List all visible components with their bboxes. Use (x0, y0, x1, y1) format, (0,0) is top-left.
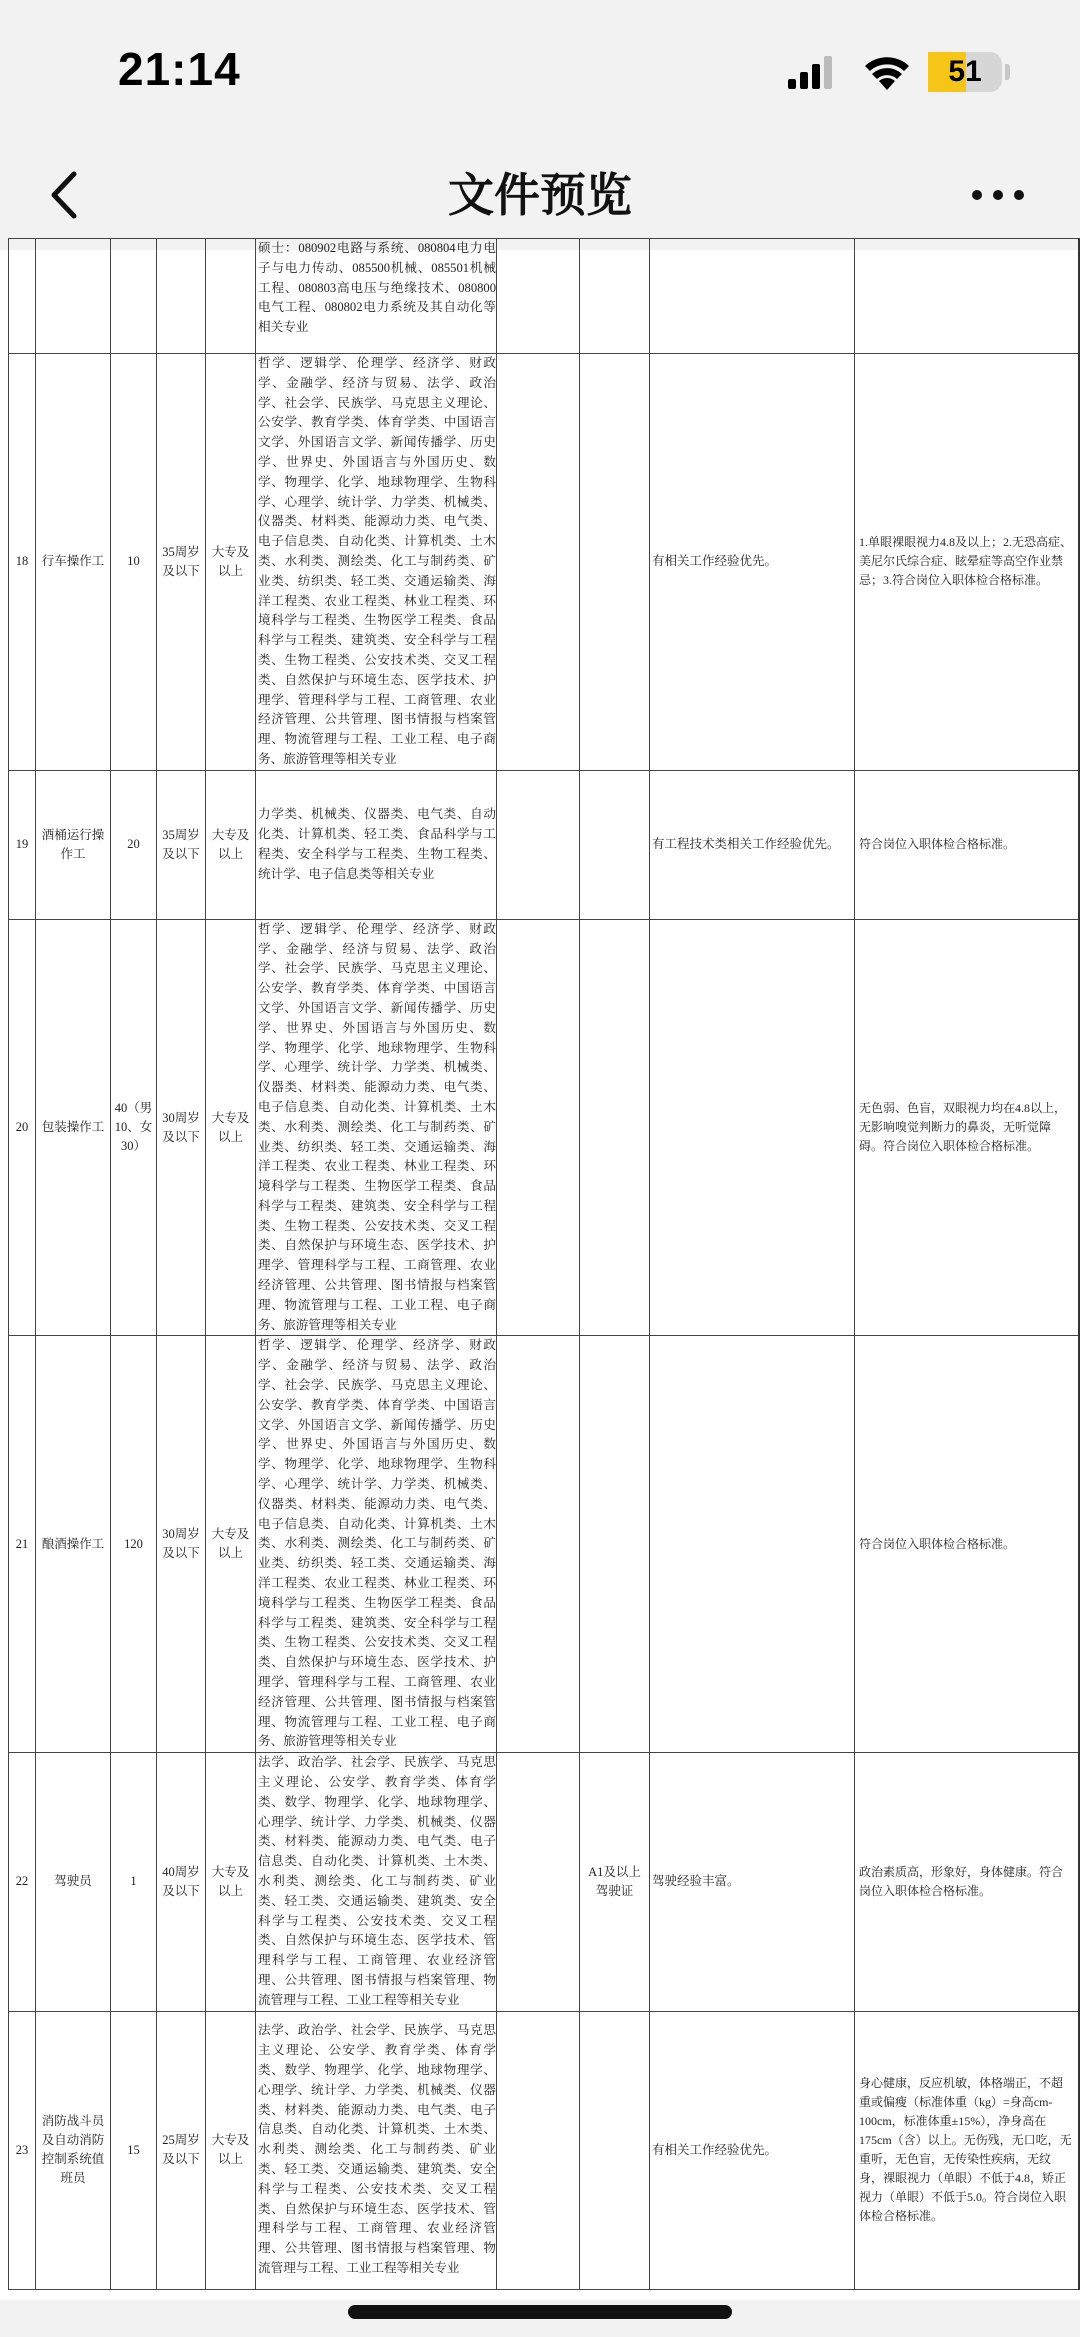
row-number: 20 (9, 919, 36, 1336)
count-cell: 15 (111, 2011, 157, 2289)
license-cell (580, 2011, 650, 2289)
major-cell: 力学类、机械类、仪器类、电气类、自动化类、计算机类、轻工类、食品科学与工程类、安全科学与工程类、生物工程类、统计学、电子信息类等相关专业 (256, 770, 497, 919)
battery-level: 51 (948, 55, 982, 88)
empty-cell (497, 1753, 580, 2011)
experience-cell (650, 1336, 855, 1753)
education-cell: 大专及以上 (206, 770, 256, 919)
note-cell: 符合岗位入职体检合格标准。 (855, 770, 1079, 919)
major-cell: 哲学、逻辑学、伦理学、经济学、财政学、金融学、经济与贸易、法学、政治学、社会学、民族学、马克思主义理论、公安学、教育学类、体育学类、中国语言文学、外国语言文学、新闻传播学、历史学、世界史、外国语言与外国历史、数学、物理学、化学、地球物理学、生物科学、心理学、统计学、力学类、机械类、仪器类、材料类、能源动力类、电气类、电子信息类、自动化类、计算机类、土木类、水利类、测绘类、化工与制药类、矿业类、纺织类、轻工类、交通运输类、海洋工程类、农业工程类、林业工程类、环境科学与工程类、生物医学工程类、食品科学与工程类、建筑类、安全科学与工程类、生物工程类、公安技术类、交叉工程类、自然保护与环境生态、医学技术、护理学、管理科学与工程、工商管理、农业经济管理、公共管理、图书情报与档案管理、物流管理与工程、工业工程、电子商务、旅游管理等相关专业 (256, 354, 497, 771)
note-cell: 身心健康，反应机敏，体格端正，不超重或偏瘦（标准体重（kg）=身高cm-100cm，标准体重±15%），净身高在175cm（含）以上。无伤残，无口吃，无重听，无色盲，无传染性疾病，无纹身，裸眼视力（单眼）不低于4.8，矫正视力（单眼）不低于5.0。符合岗位入职体检合格标准。 (855, 2011, 1079, 2289)
experience-cell: 有工程技术类相关工作经验优先。 (650, 770, 855, 919)
table-row (9, 2011, 1079, 2289)
row-number: 21 (9, 1336, 36, 1753)
license-cell (580, 354, 650, 771)
education-cell: 大专及以上 (206, 1753, 256, 2011)
count-cell: 40（男10、女30） (111, 919, 157, 1336)
education-cell: 大专及以上 (206, 1336, 256, 1753)
table-row (9, 1753, 1079, 2011)
count-cell: 120 (111, 1336, 157, 1753)
license-cell (580, 770, 650, 919)
table-row (9, 354, 1079, 771)
major-cell: 哲学、逻辑学、伦理学、经济学、财政学、金融学、经济与贸易、法学、政治学、社会学、民族学、马克思主义理论、公安学、教育学类、体育学类、中国语言文学、外国语言文学、新闻传播学、历史学、世界史、外国语言与外国历史、数学、物理学、化学、地球物理学、生物科学、心理学、统计学、力学类、机械类、仪器类、材料类、能源动力类、电气类、电子信息类、自动化类、计算机类、土木类、水利类、测绘类、化工与制药类、矿业类、纺织类、轻工类、交通运输类、海洋工程类、农业工程类、林业工程类、环境科学与工程类、生物医学工程类、食品科学与工程类、建筑类、安全科学与工程类、生物工程类、公安技术类、交叉工程类、自然保护与环境生态、医学技术、护理学、管理科学与工程、工商管理、农业经济管理、公共管理、图书情报与档案管理、物流管理与工程、工业工程、电子商务、旅游管理等相关专业 (256, 919, 497, 1336)
battery-cap (1005, 64, 1010, 80)
row-number: 19 (9, 770, 36, 919)
row-number: 22 (9, 1753, 36, 2011)
count-cell: 1 (111, 1753, 157, 2011)
empty-cell (497, 919, 580, 1336)
position-cell: 包装操作工 (36, 919, 111, 1336)
position-cell: 驾驶员 (36, 1753, 111, 2011)
position-cell: 酿酒操作工 (36, 1336, 111, 1753)
experience-cell: 有相关工作经验优先。 (650, 2011, 855, 2289)
experience-cell: 有相关工作经验优先。 (650, 354, 855, 771)
license-cell: A1及以上驾驶证 (580, 1753, 650, 2011)
major-cell: 法学、政治学、社会学、民族学、马克思主义理论、公安学、教育学类、体育学类、数学、物理学、化学、地球物理学、心理学、统计学、力学类、机械类、仪器类、材料类、能源动力类、电气类、电子信息类、自动化类、计算机类、土木类、水利类、测绘类、化工与制药类、矿业类、轻工类、交通运输类、建筑类、安全科学与工程类、公安技术类、交叉工程类、自然保护与环境生态、医学技术、管理科学与工程、工商管理、农业经济管理、公共管理、图书情报与档案管理、物流管理与工程、工业工程等相关专业 (256, 2011, 497, 2289)
position-cell: 行车操作工 (36, 354, 111, 771)
age-cell: 35周岁及以下 (157, 770, 206, 919)
more-horizontal-icon[interactable] (968, 172, 1028, 218)
job-table (8, 238, 1080, 2290)
chevron-left-icon[interactable] (40, 160, 100, 230)
table-row (9, 919, 1079, 1336)
age-cell: 40周岁及以下 (157, 1753, 206, 2011)
page-title: 文件预览 (448, 169, 632, 221)
education-cell: 大专及以上 (206, 919, 256, 1336)
cellular-signal-icon (786, 55, 834, 91)
major-cell: 硕士：080902电路与系统、080804电力电子与电力传动、085500机械、085501机械工程、080803高电压与绝缘技术、080800电气工程、080802电力系统及其自动化等相关专业 (256, 239, 497, 354)
age-cell: 30周岁及以下 (157, 919, 206, 1336)
empty-cell (497, 354, 580, 771)
count-cell: 20 (111, 770, 157, 919)
row-number: 23 (9, 2011, 36, 2289)
battery-icon (928, 52, 1002, 92)
row-number: 18 (9, 354, 36, 771)
table-row (9, 770, 1079, 919)
empty-cell (497, 2011, 580, 2289)
position-cell: 酒桶运行操作工 (36, 770, 111, 919)
education-cell: 大专及以上 (206, 2011, 256, 2289)
age-cell: 25周岁及以下 (157, 2011, 206, 2289)
note-cell: 政治素质高，形象好，身体健康。符合岗位入职体检合格标准。 (855, 1753, 1079, 2011)
nav-bar (0, 140, 1080, 250)
license-cell (580, 1336, 650, 1753)
table-row-partial (9, 239, 1079, 354)
note-cell: 1.单眼裸眼视力4.8及以上；2.无恐高症、美尼尔氏综合症、眩晕症等高空作业禁忌；3.符合岗位入职体检合格标准。 (855, 354, 1079, 771)
education-cell: 大专及以上 (206, 354, 256, 771)
experience-cell: 驾驶经验丰富。 (650, 1753, 855, 2011)
position-cell: 消防战斗员及自动消防控制系统值班员 (36, 2011, 111, 2289)
table-row (9, 1336, 1079, 1753)
home-indicator[interactable] (348, 2305, 732, 2319)
license-cell (580, 919, 650, 1336)
note-cell: 无色弱、色盲，双眼视力均在4.8以上，无影响嗅觉判断力的鼻炎，无听觉障碍。符合岗位入职体检合格标准。 (855, 919, 1079, 1336)
wifi-icon (862, 52, 912, 92)
experience-cell (650, 919, 855, 1336)
status-time: 21:14 (118, 43, 241, 95)
document-preview[interactable] (0, 241, 1080, 2300)
major-cell: 法学、政治学、社会学、民族学、马克思主义理论、公安学、教育学类、体育学类、数学、物理学、化学、地球物理学、心理学、统计学、力学类、机械类、仪器类、材料类、能源动力类、电气类、电子信息类、自动化类、计算机类、土木类、水利类、测绘类、化工与制药类、矿业类、轻工类、交通运输类、建筑类、安全科学与工程类、公安技术类、交叉工程类、自然保护与环境生态、医学技术、管理科学与工程、工商管理、农业经济管理、公共管理、图书情报与档案管理、物流管理与工程、工业工程等相关专业 (256, 1753, 497, 2011)
major-cell: 哲学、逻辑学、伦理学、经济学、财政学、金融学、经济与贸易、法学、政治学、社会学、民族学、马克思主义理论、公安学、教育学类、体育学类、中国语言文学、外国语言文学、新闻传播学、历史学、世界史、外国语言与外国历史、数学、物理学、化学、地球物理学、生物科学、心理学、统计学、力学类、机械类、仪器类、材料类、能源动力类、电气类、电子信息类、自动化类、计算机类、土木类、水利类、测绘类、化工与制药类、矿业类、纺织类、轻工类、交通运输类、海洋工程类、农业工程类、林业工程类、环境科学与工程类、生物医学工程类、食品科学与工程类、建筑类、安全科学与工程类、生物工程类、公安技术类、交叉工程类、自然保护与环境生态、医学技术、护理学、管理科学与工程、工商管理、农业经济管理、公共管理、图书情报与档案管理、物流管理与工程、工业工程、电子商务、旅游管理等相关专业 (256, 1336, 497, 1753)
note-cell: 符合岗位入职体检合格标准。 (855, 1336, 1079, 1753)
status-bar (0, 0, 1080, 140)
empty-cell (497, 770, 580, 919)
count-cell: 10 (111, 354, 157, 771)
empty-cell (497, 1336, 580, 1753)
age-cell: 35周岁及以下 (157, 354, 206, 771)
age-cell: 30周岁及以下 (157, 1336, 206, 1753)
